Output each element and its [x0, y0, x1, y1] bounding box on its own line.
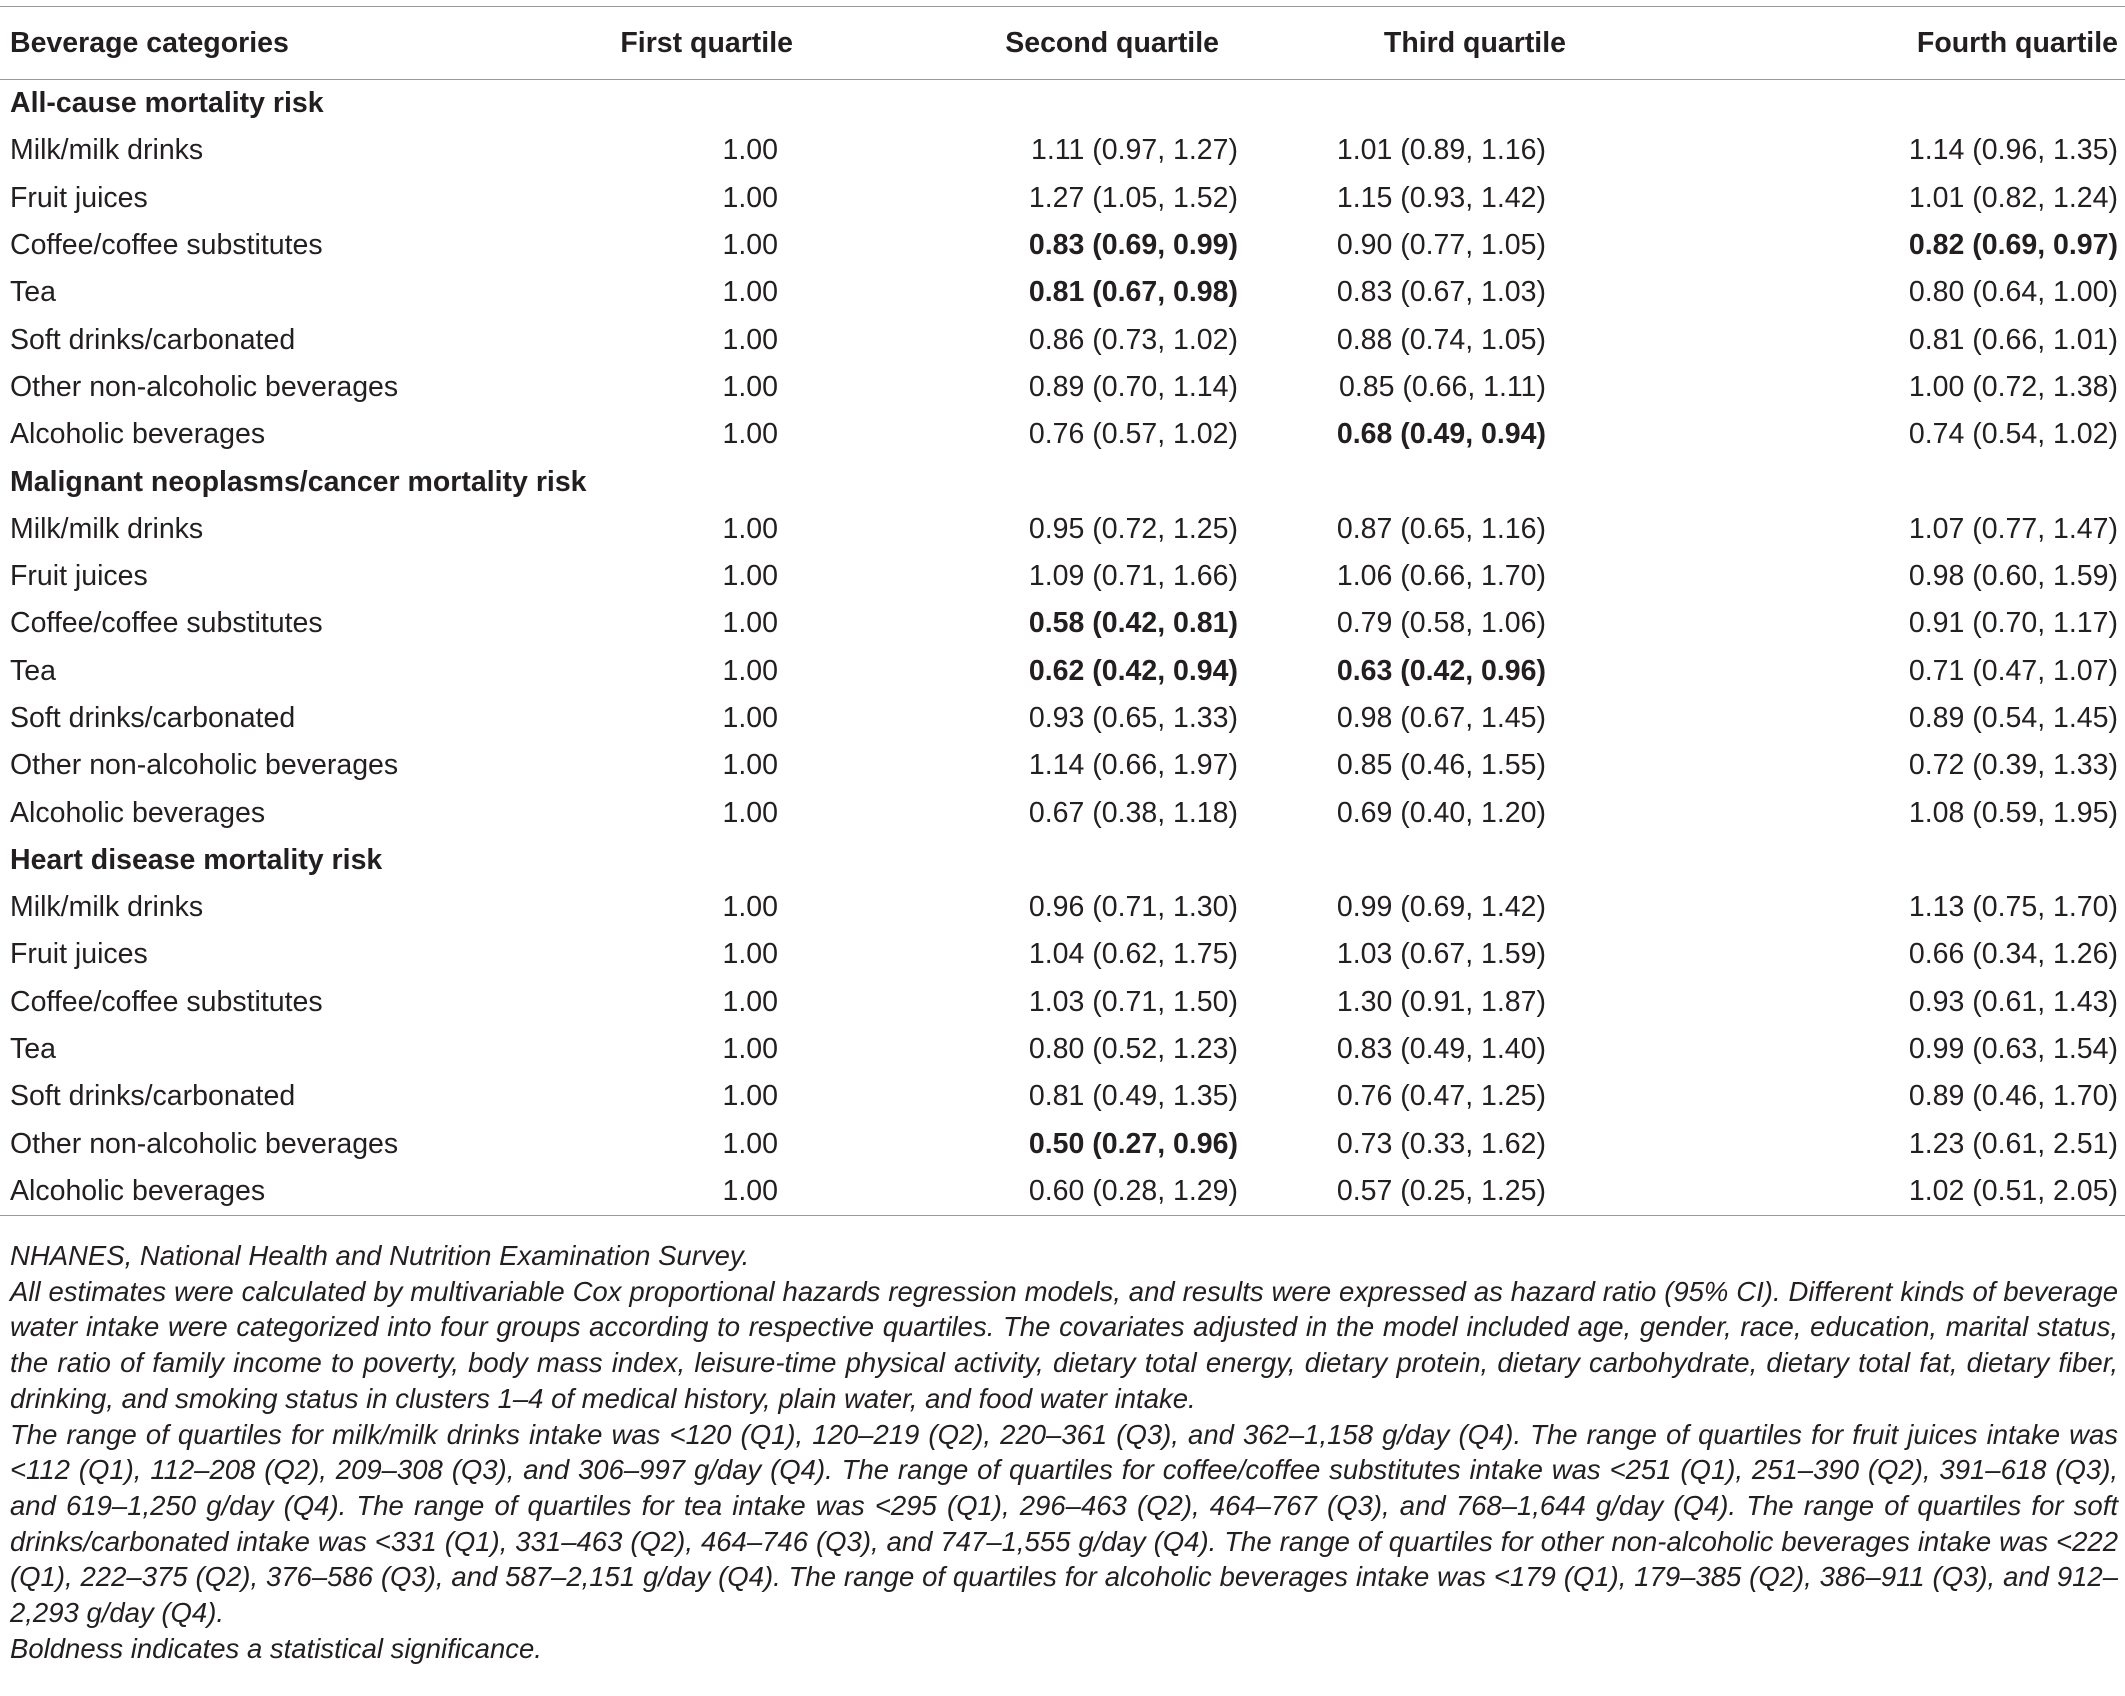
second-quartile-hazard-ratio-cell: 1.11 (0.97, 1.27)	[1030, 134, 1238, 167]
first-quartile-hazard-ratio-cell: 1.00	[722, 1080, 778, 1113]
third-quartile-hazard-ratio-cell: 0.63 (0.42, 0.96)	[1336, 654, 1546, 687]
second-quartile-hazard-ratio-cell: 0.58 (0.42, 0.81)	[1028, 607, 1238, 640]
table-row	[0, 884, 2125, 931]
beverage-category-cell: Alcoholic beverages	[10, 418, 266, 451]
third-quartile-hazard-ratio-cell: 0.87 (0.65, 1.16)	[1336, 512, 1546, 545]
table-row	[0, 269, 2125, 316]
fourth-quartile-hazard-ratio-cell: 0.91 (0.70, 1.17)	[1908, 607, 2118, 640]
first-quartile-hazard-ratio-cell: 1.00	[722, 1033, 778, 1066]
third-quartile-hazard-ratio-cell: 0.90 (0.77, 1.05)	[1336, 229, 1546, 262]
table-row	[0, 175, 2125, 222]
section-header-row	[0, 80, 2125, 128]
table-row	[0, 695, 2125, 742]
fourth-quartile-hazard-ratio-cell: 0.81 (0.66, 1.01)	[1908, 323, 2118, 356]
fourth-quartile-hazard-ratio-cell: 0.72 (0.39, 1.33)	[1908, 749, 2118, 782]
table-row	[0, 600, 2125, 647]
second-quartile-hazard-ratio-cell: 0.50 (0.27, 0.96)	[1028, 1127, 1238, 1160]
first-quartile-hazard-ratio-cell: 1.00	[722, 654, 778, 687]
second-quartile-hazard-ratio-cell: 0.60 (0.28, 1.29)	[840, 1168, 1314, 1216]
beverage-category-cell: Milk/milk drinks	[10, 891, 204, 924]
third-quartile-hazard-ratio-cell: 0.69 (0.40, 1.20)	[1336, 796, 1546, 829]
column-header-third-quartile: Third quartile	[1314, 7, 1756, 80]
third-quartile-hazard-ratio-cell: 0.79 (0.58, 1.06)	[1336, 607, 1546, 640]
footnote-methods: All estimates were calculated by multivariable Cox proportional hazards regression models, and results were expressed as hazard ratio (95% CI). Different kinds of beverage water intake were categorized into four groups according to respective quartiles. The covariates adjusted in the model included age, gender, race, education, marital status, the ratio of family income to poverty, body mass index, leisure-time physical activity, dietary total energy, dietary protein, dietary carbohydrate, dietary total fat, dietary fiber, drinking, and smoking status in clusters 1–4 of medical history, plain water, and food water intake.	[10, 1275, 2118, 1414]
section-title: Malignant neoplasms/cancer mortality risk	[10, 465, 587, 498]
column-header-beverage-categories: Beverage categories	[0, 7, 580, 80]
beverage-category-cell: Tea	[10, 1033, 56, 1066]
table-row	[0, 931, 2125, 978]
table-row	[0, 222, 2125, 269]
second-quartile-hazard-ratio-cell: 0.93 (0.65, 1.33)	[1028, 702, 1238, 734]
first-quartile-hazard-ratio-cell: 1.00	[722, 938, 778, 971]
first-quartile-hazard-ratio-cell: 1.00	[722, 370, 778, 403]
second-quartile-hazard-ratio-cell: 1.04 (0.62, 1.75)	[1028, 938, 1238, 971]
section-header-row	[0, 458, 2125, 505]
beverage-category-cell: Milk/milk drinks	[10, 512, 204, 545]
second-quartile-hazard-ratio-cell: 0.76 (0.57, 1.02)	[1028, 418, 1238, 451]
beverage-category-cell: Other non-alcoholic beverages	[10, 749, 399, 782]
fourth-quartile-hazard-ratio-cell: 1.02 (0.51, 2.05)	[1756, 1168, 2125, 1216]
third-quartile-hazard-ratio-cell: 1.06 (0.66, 1.70)	[1336, 560, 1546, 593]
first-quartile-hazard-ratio-cell: 1.00	[722, 985, 778, 1018]
section-title: All-cause mortality risk	[10, 87, 324, 120]
second-quartile-hazard-ratio-cell: 0.62 (0.42, 0.94)	[1028, 654, 1238, 687]
beverage-category-cell: Soft drinks/carbonated	[10, 702, 296, 734]
table-row	[0, 1073, 2125, 1120]
beverage-category-cell: Alcoholic beverages	[10, 796, 266, 829]
beverage-category-cell: Fruit juices	[10, 938, 148, 971]
column-header-second-quartile: Second quartile	[840, 7, 1314, 80]
third-quartile-hazard-ratio-cell: 0.88 (0.74, 1.05)	[1336, 323, 1546, 356]
fourth-quartile-hazard-ratio-cell: 1.23 (0.61, 2.51)	[1908, 1127, 2118, 1160]
fourth-quartile-hazard-ratio-cell: 0.82 (0.69, 0.97)	[1908, 229, 2118, 262]
table-row	[0, 127, 2125, 174]
third-quartile-hazard-ratio-cell: 0.73 (0.33, 1.62)	[1336, 1127, 1546, 1160]
table-row	[0, 411, 2125, 458]
fourth-quartile-hazard-ratio-cell: 0.80 (0.64, 1.00)	[1908, 276, 2118, 309]
beverage-category-cell: Fruit juices	[10, 181, 148, 214]
fourth-quartile-hazard-ratio-cell: 0.74 (0.54, 1.02)	[1908, 418, 2118, 451]
third-quartile-hazard-ratio-cell: 0.57 (0.25, 1.25)	[1314, 1168, 1756, 1216]
third-quartile-hazard-ratio-cell: 0.76 (0.47, 1.25)	[1336, 1080, 1546, 1113]
fourth-quartile-hazard-ratio-cell: 1.01 (0.82, 1.24)	[1908, 181, 2118, 214]
third-quartile-hazard-ratio-cell: 0.83 (0.49, 1.40)	[1336, 1033, 1546, 1066]
beverage-category-cell: Tea	[10, 276, 56, 309]
first-quartile-hazard-ratio-cell: 1.00	[722, 891, 778, 924]
third-quartile-hazard-ratio-cell: 0.68 (0.49, 0.94)	[1336, 418, 1546, 451]
second-quartile-hazard-ratio-cell: 1.14 (0.66, 1.97)	[1028, 749, 1238, 782]
first-quartile-hazard-ratio-cell: 1.00	[722, 512, 778, 545]
third-quartile-hazard-ratio-cell: 0.99 (0.69, 1.42)	[1336, 891, 1546, 924]
first-quartile-hazard-ratio-cell: 1.00	[722, 702, 778, 734]
footnote-boldness: Boldness indicates a statistical significance.	[10, 1632, 542, 1664]
table-body	[0, 80, 2125, 1216]
third-quartile-hazard-ratio-cell: 1.01 (0.89, 1.16)	[1336, 134, 1546, 167]
fourth-quartile-hazard-ratio-cell: 0.71 (0.47, 1.07)	[1908, 654, 2118, 687]
table-footnotes	[10, 1238, 2118, 1666]
third-quartile-hazard-ratio-cell: 0.85 (0.46, 1.55)	[1336, 749, 1546, 782]
second-quartile-hazard-ratio-cell: 1.09 (0.71, 1.66)	[1028, 560, 1238, 593]
first-quartile-hazard-ratio-cell: 1.00	[722, 607, 778, 640]
fourth-quartile-hazard-ratio-cell: 0.93 (0.61, 1.43)	[1908, 985, 2118, 1018]
third-quartile-hazard-ratio-cell: 0.83 (0.67, 1.03)	[1336, 276, 1546, 309]
first-quartile-hazard-ratio-cell: 1.00	[580, 1168, 840, 1216]
first-quartile-hazard-ratio-cell: 1.00	[722, 418, 778, 451]
beverage-category-cell: Coffee/coffee substitutes	[10, 229, 323, 262]
footnote-quartile-ranges: The range of quartiles for milk/milk drinks intake was <120 (Q1), 120–219 (Q2), 220–361 (Q3), and 362–1,158 g/day (Q4). The range of quartiles for fruit juices intake was <112 (Q1), 112–208 (Q2), 209–308 (Q3), and 306–997 g/day (Q4). The range of quartiles for coffee/coffee substitutes intake was <251 (Q1), 251–390 (Q2), 391–618 (Q3), and 619–1,250 g/day (Q4). The range of quartiles for tea intake was <295 (Q1), 296–463 (Q2), 464–767 (Q3), and 768–1,644 g/day (Q4). The range of quartiles for soft drinks/carbonated intake was <331 (Q1), 331–463 (Q2), 464–746 (Q3), and 747–1,555 g/day (Q4). The range of quartiles for other non-alcoholic beverages intake was <222 (Q1), 222–375 (Q2), 376–586 (Q3), and 587–2,151 g/day (Q4). The range of quartiles for alcoholic beverages intake was <179 (Q1), 179–385 (Q2), 386–911 (Q3), and 912–2,293 g/day (Q4).	[10, 1418, 2118, 1629]
beverage-category-cell: Milk/milk drinks	[10, 134, 204, 167]
first-quartile-hazard-ratio-cell: 1.00	[722, 560, 778, 593]
beverage-category-cell: Soft drinks/carbonated	[10, 1080, 296, 1113]
first-quartile-hazard-ratio-cell: 1.00	[722, 1127, 778, 1160]
beverage-category-cell: Alcoholic beverages	[0, 1168, 580, 1216]
first-quartile-hazard-ratio-cell: 1.00	[722, 796, 778, 829]
second-quartile-hazard-ratio-cell: 0.81 (0.67, 0.98)	[1028, 276, 1238, 309]
second-quartile-hazard-ratio-cell: 0.95 (0.72, 1.25)	[1028, 512, 1238, 545]
fourth-quartile-hazard-ratio-cell: 1.07 (0.77, 1.47)	[1908, 512, 2118, 545]
first-quartile-hazard-ratio-cell: 1.00	[722, 323, 778, 356]
third-quartile-hazard-ratio-cell: 1.30 (0.91, 1.87)	[1336, 985, 1546, 1018]
first-quartile-hazard-ratio-cell: 1.00	[722, 749, 778, 782]
second-quartile-hazard-ratio-cell: 0.80 (0.52, 1.23)	[1028, 1033, 1238, 1066]
beverage-category-cell: Fruit juices	[10, 560, 148, 593]
table-row	[0, 789, 2125, 836]
table-row	[0, 316, 2125, 363]
fourth-quartile-hazard-ratio-cell: 0.66 (0.34, 1.26)	[1908, 938, 2118, 971]
beverage-category-cell: Coffee/coffee substitutes	[10, 607, 323, 640]
first-quartile-hazard-ratio-cell: 1.00	[722, 276, 778, 309]
table-row	[0, 742, 2125, 789]
column-header-fourth-quartile: Fourth quartile	[1756, 7, 2125, 80]
section-header-row	[0, 837, 2125, 884]
fourth-quartile-hazard-ratio-cell: 1.08 (0.59, 1.95)	[1908, 796, 2118, 829]
table-row	[0, 553, 2125, 600]
beverage-category-cell: Other non-alcoholic beverages	[10, 370, 399, 403]
second-quartile-hazard-ratio-cell: 0.96 (0.71, 1.30)	[1028, 891, 1238, 924]
section-title: Heart disease mortality risk	[10, 843, 383, 876]
fourth-quartile-hazard-ratio-cell: 0.89 (0.46, 1.70)	[1908, 1080, 2118, 1113]
fourth-quartile-hazard-ratio-cell: 0.89 (0.54, 1.45)	[1908, 702, 2118, 734]
beverage-category-cell: Coffee/coffee substitutes	[10, 985, 323, 1018]
second-quartile-hazard-ratio-cell: 0.86 (0.73, 1.02)	[1028, 323, 1238, 356]
first-quartile-hazard-ratio-cell: 1.00	[722, 134, 778, 167]
second-quartile-hazard-ratio-cell: 1.03 (0.71, 1.50)	[1028, 985, 1238, 1018]
second-quartile-hazard-ratio-cell: 0.81 (0.49, 1.35)	[1028, 1080, 1238, 1113]
column-header-first-quartile: First quartile	[580, 7, 840, 80]
first-quartile-hazard-ratio-cell: 1.00	[722, 229, 778, 262]
beverage-category-cell: Tea	[10, 654, 56, 687]
second-quartile-hazard-ratio-cell: 0.89 (0.70, 1.14)	[1028, 370, 1238, 403]
fourth-quartile-hazard-ratio-cell: 1.14 (0.96, 1.35)	[1908, 134, 2118, 167]
table-row	[0, 648, 2125, 695]
third-quartile-hazard-ratio-cell: 1.15 (0.93, 1.42)	[1336, 181, 1546, 214]
second-quartile-hazard-ratio-cell: 1.27 (1.05, 1.52)	[1028, 181, 1238, 214]
fourth-quartile-hazard-ratio-cell: 0.98 (0.60, 1.59)	[1908, 560, 2118, 593]
fourth-quartile-hazard-ratio-cell: 1.13 (0.75, 1.70)	[1908, 891, 2118, 924]
beverage-category-cell: Soft drinks/carbonated	[10, 323, 296, 356]
hazard-ratio-table	[0, 6, 2125, 1216]
table-row	[0, 506, 2125, 553]
first-quartile-hazard-ratio-cell: 1.00	[722, 181, 778, 214]
table-header-row	[0, 7, 2125, 80]
fourth-quartile-hazard-ratio-cell: 1.00 (0.72, 1.38)	[1908, 370, 2118, 403]
table-row	[0, 1026, 2125, 1073]
footnote-abbreviation: NHANES, National Health and Nutrition Examination Survey.	[10, 1240, 750, 1271]
beverage-category-cell: Other non-alcoholic beverages	[10, 1127, 399, 1160]
second-quartile-hazard-ratio-cell: 0.67 (0.38, 1.18)	[1028, 796, 1238, 829]
third-quartile-hazard-ratio-cell: 1.03 (0.67, 1.59)	[1336, 938, 1546, 971]
second-quartile-hazard-ratio-cell: 0.83 (0.69, 0.99)	[1028, 229, 1238, 262]
table-row	[0, 1168, 2125, 1216]
third-quartile-hazard-ratio-cell: 0.85 (0.66, 1.11)	[1338, 370, 1546, 403]
fourth-quartile-hazard-ratio-cell: 0.99 (0.63, 1.54)	[1908, 1033, 2118, 1066]
table-row	[0, 1121, 2125, 1168]
table-row	[0, 364, 2125, 411]
table-row	[0, 979, 2125, 1026]
third-quartile-hazard-ratio-cell: 0.98 (0.67, 1.45)	[1336, 702, 1546, 734]
